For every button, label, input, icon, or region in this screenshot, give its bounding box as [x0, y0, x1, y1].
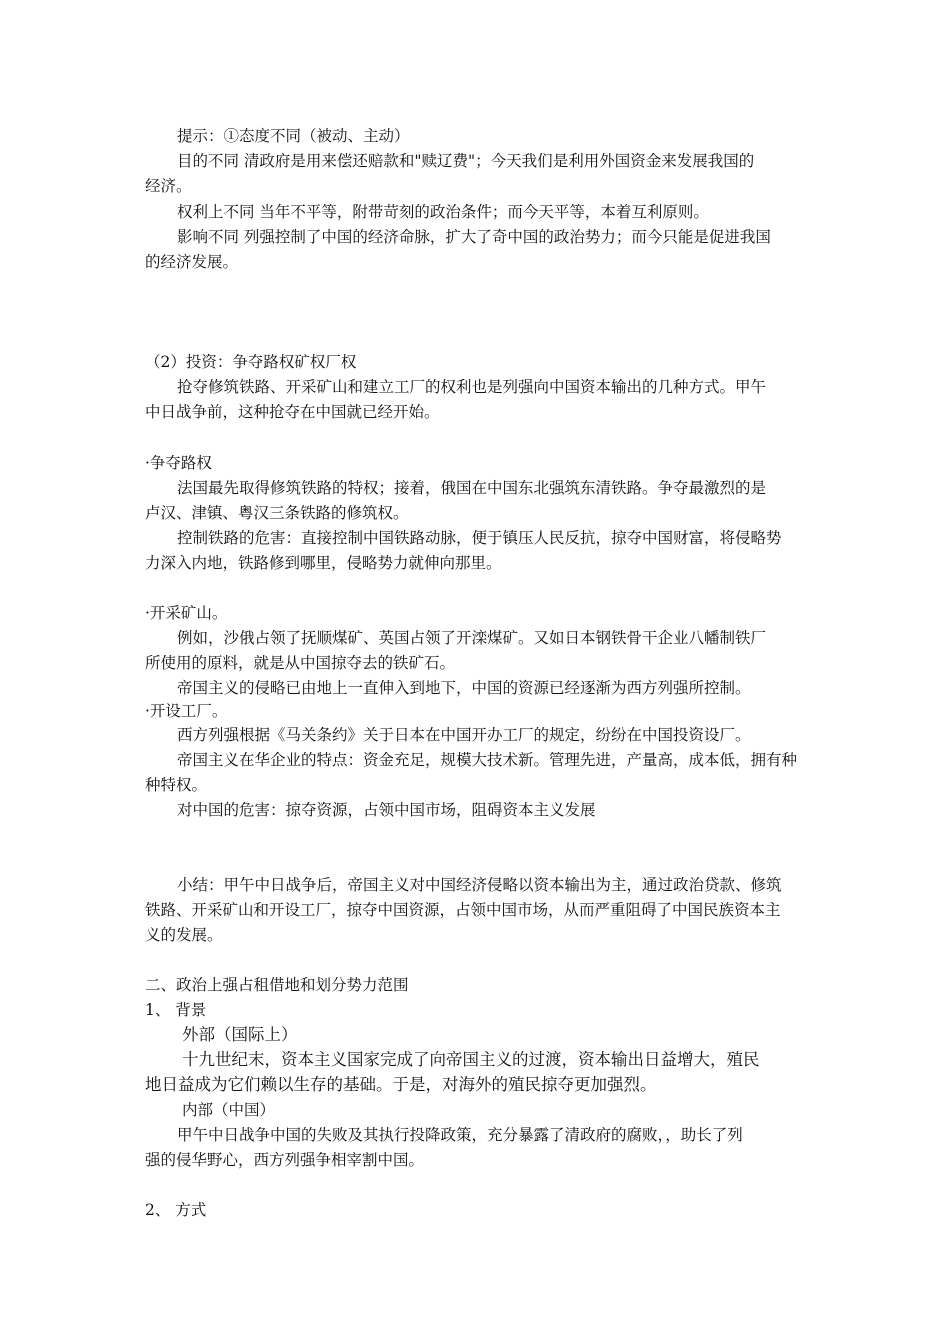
methods-heading: 2、 方式	[145, 1201, 207, 1219]
internal-line-1: 甲午中日战争中国的失败及其执行投降政策，充分暴露了清政府的腐败，，助长了列	[177, 1126, 743, 1144]
factory-paragraph-3: 对中国的危害：掠夺资源，占领中国市场，阻碍资本主义发展	[177, 801, 596, 819]
hint-impact-line-2: 的经济发展。	[145, 253, 239, 271]
hint-purpose-line-2: 经济。	[145, 177, 192, 195]
factory-paragraph-2-line-1: 帝国主义在华企业的特点：资金充足，规模大技术新。管理先进，产量高，成本低，拥有种	[177, 751, 798, 769]
railway-paragraph-1-line-2: 卢汉、津镇、粤汉三条铁路的修筑权。	[145, 504, 409, 522]
factory-paragraph-1: 西方列强根据《马关条约》关于日本在中国开办工厂的规定，纷纷在中国投资设厂。	[177, 726, 751, 744]
external-line-2: 地日益成为它们赖以生存的基础。于是，对海外的殖民掠夺更加强烈。	[145, 1075, 657, 1094]
investment-intro-line-1: 抢夺修筑铁路、开采矿山和建立工厂的权利也是列强向中国资本输出的几种方式。甲午	[177, 378, 767, 396]
investment-intro-line-2: 中日战争前，这种抢夺在中国就已经开始。	[145, 403, 440, 421]
hint-title: 提示：①态度不同（被动、主动）	[177, 127, 410, 145]
investment-heading: （2）投资：争夺路权矿权厂权	[145, 353, 357, 371]
summary-line-1: 小结：甲午中日战争后，帝国主义对中国经济侵略以资本输出为主，通过政治贷款、修筑	[177, 876, 782, 894]
railway-paragraph-2-line-2: 力深入内地，铁路修到哪里，侵略势力就伸向那里。	[145, 554, 502, 572]
hint-impact-line-1: 影响不同 列强控制了中国的经济命脉，扩大了奇中国的政治势力；而今只能是促进我国	[177, 228, 771, 246]
mining-paragraph-2: 帝国主义的侵略已由地上一直伸入到地下，中国的资源已经逐渐为西方列强所控制。	[177, 679, 751, 697]
railway-heading: ·争夺路权	[145, 454, 212, 472]
railway-paragraph-2-line-1: 控制铁路的危害：直接控制中国铁路动脉，便于镇压人民反抗，掠夺中国财富，将侵略势	[177, 529, 782, 547]
summary-line-2: 铁路、开采矿山和开设工厂，掠夺中国资源，占领中国市场，从而严重阻碍了中国民族资本主	[145, 901, 781, 919]
summary-line-3: 义的发展。	[145, 926, 223, 944]
factory-paragraph-2-line-2: 种特权。	[145, 776, 208, 794]
mining-heading: ·开采矿山。	[145, 604, 228, 622]
factory-heading: ·开设工厂。	[145, 702, 228, 720]
hint-purpose-line-1: 目的不同 清政府是用来偿还赔款和"赎辽费"；今天我们是利用外国资金来发展我国的	[177, 152, 755, 170]
external-heading: 外部（国际上）	[182, 1025, 298, 1044]
hint-rights: 权利上不同 当年不平等，附带苛刻的政治条件；而今天平等，本着互利原则。	[177, 203, 709, 221]
internal-heading: 内部（中国）	[182, 1101, 276, 1119]
railway-paragraph-1-line-1: 法国最先取得修筑铁路的特权；接着，俄国在中国东北强筑东清铁路。争夺最激烈的是	[177, 479, 767, 497]
mining-paragraph-1-line-2: 所使用的原料，就是从中国掠夺去的铁矿石。	[145, 654, 456, 672]
external-line-1: 十九世纪末，资本主义国家完成了向帝国主义的过渡，资本输出日益增大，殖民	[182, 1050, 760, 1069]
background-heading: 1、 背景	[145, 1001, 207, 1019]
section-2-heading: 二、政治上强占租借地和划分势力范围	[145, 976, 409, 994]
mining-paragraph-1-line-1: 例如，沙俄占领了抚顺煤矿、英国占领了开滦煤矿。又如日本钢铁骨干企业八幡制铁厂	[177, 629, 767, 647]
internal-line-2: 强的侵华野心，西方列强争相宰割中国。	[145, 1151, 425, 1169]
